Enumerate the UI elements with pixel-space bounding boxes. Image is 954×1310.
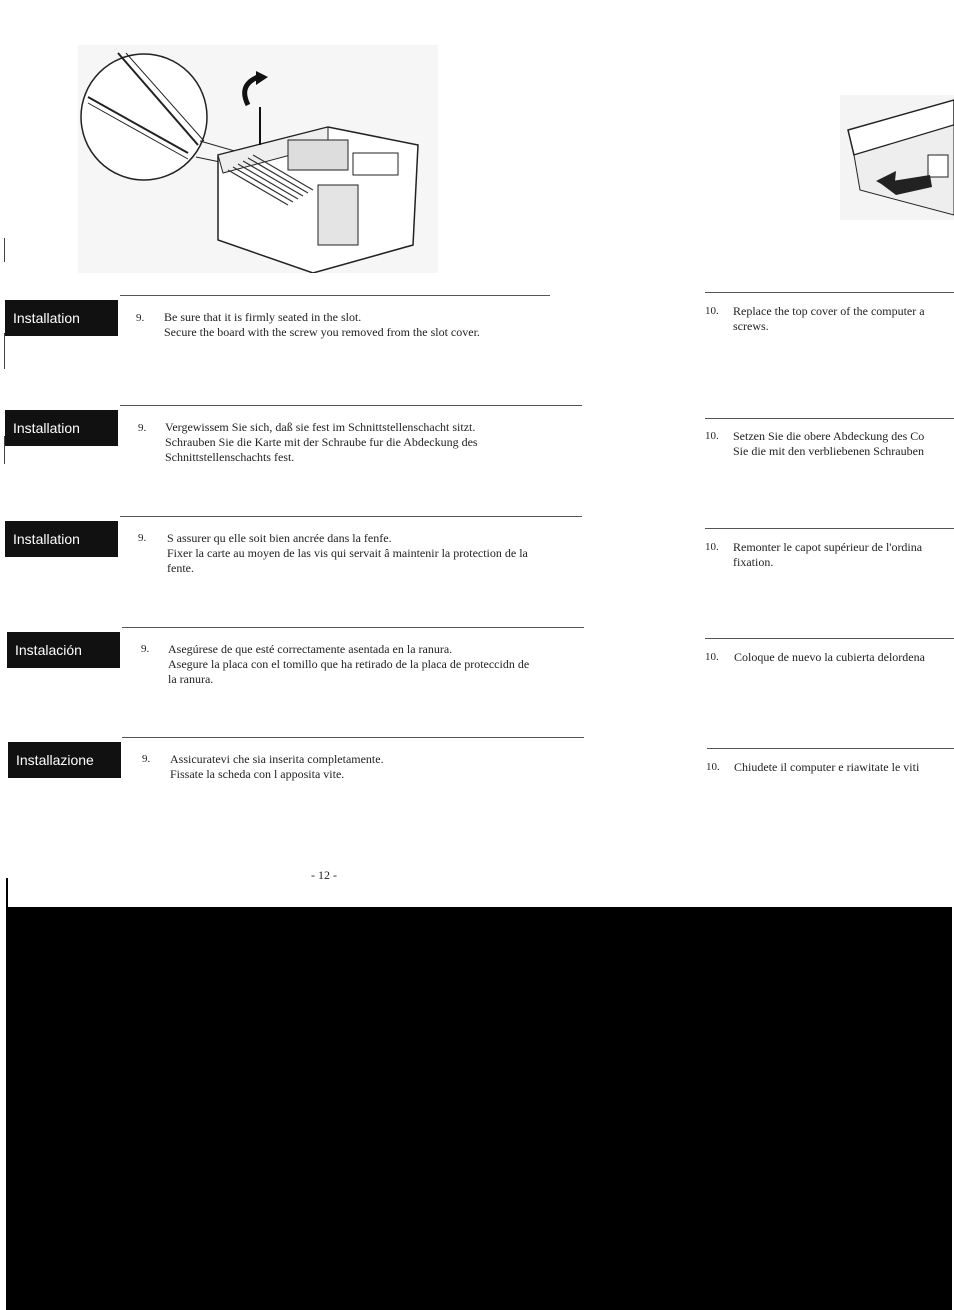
step-line: Secure the board with the screw you removed from the slot cover. [164, 325, 480, 339]
section-divider [120, 516, 582, 517]
margin-mark [4, 238, 5, 262]
step-line: Setzen Sie die obere Abdeckung des Co [733, 429, 925, 443]
step-text [170, 752, 575, 782]
step-line: Schnittstellenschachts fest. [165, 450, 295, 464]
section-divider [122, 627, 584, 628]
step-line: Fixer la carte au moyen de las vis qui servait â maintenir la protection de la [167, 546, 528, 560]
step-text [168, 642, 573, 687]
step-number: 9. [138, 532, 147, 544]
step-line: Chiudete il computer e riawitate le viti [734, 760, 920, 774]
section-label: Installation [5, 521, 118, 557]
step-number: 10. [705, 305, 719, 317]
step-text [733, 429, 954, 459]
section-divider [120, 405, 582, 406]
step-line: S assurer qu elle soit bien ancrée dans la fenfe. [167, 531, 392, 545]
top-cover-illustration [840, 95, 954, 220]
step-text [165, 420, 555, 465]
section-label: Installazione [8, 742, 121, 778]
step-line: Vergewissem Sie sich, daß sie fest im Schnittstellenschacht sitzt. [165, 420, 476, 434]
section-divider [122, 737, 584, 738]
step-number: 9. [138, 422, 147, 434]
step-line: Assicuratevi che sia inserita completamente. [170, 752, 384, 766]
section-divider [705, 418, 954, 419]
section-label: Installation [5, 300, 118, 336]
page-number: - 12 - [311, 868, 337, 882]
scan-black-area [6, 907, 952, 1310]
step-text [734, 760, 954, 775]
step-line: Schrauben Sie die Karte mit der Schraube fur die Abdeckung des [165, 435, 478, 449]
section-label: Instalación [7, 632, 120, 668]
step-line: Fissate la scheda con l apposita vite. [170, 767, 345, 781]
step-number: 9. [141, 643, 150, 655]
scan-edge [6, 878, 8, 908]
section-divider [705, 292, 954, 293]
step-line: Remonter le capot supérieur de l'ordina [733, 540, 923, 554]
step-number: 9. [136, 312, 145, 324]
step-line: la ranura. [168, 672, 214, 686]
step-line: fente. [167, 561, 194, 575]
step-number: 10. [706, 761, 720, 773]
board-installation-illustration [78, 45, 438, 273]
step-text [734, 650, 954, 665]
step-line: fixation. [733, 555, 774, 569]
section-divider [705, 528, 954, 529]
step-number: 10. [705, 651, 719, 663]
step-text [733, 304, 954, 334]
step-line: Sie die mit den verbliebenen Schrauben [733, 444, 924, 458]
step-line: Asegúrese de que esté correctamente asentada en la ranura. [168, 642, 453, 656]
step-line: Coloque de nuevo la cubierta delordena [734, 650, 925, 664]
step-text [164, 310, 554, 340]
step-text [733, 540, 954, 570]
section-divider [705, 638, 954, 639]
section-label: Installation [5, 410, 118, 446]
step-line: screws. [733, 319, 769, 333]
section-divider [120, 295, 550, 296]
step-number: 10. [705, 430, 719, 442]
step-line: Asegure la placa con el tomillo que ha retirado de la placa de proteccidn de [168, 657, 530, 671]
step-text [167, 531, 572, 576]
step-line: Be sure that it is firmly seated in the slot. [164, 310, 362, 324]
step-number: 10. [705, 541, 719, 553]
step-line: Replace the top cover of the computer a [733, 304, 925, 318]
section-divider [707, 748, 954, 749]
margin-mark [4, 333, 5, 369]
step-number: 9. [142, 753, 151, 765]
